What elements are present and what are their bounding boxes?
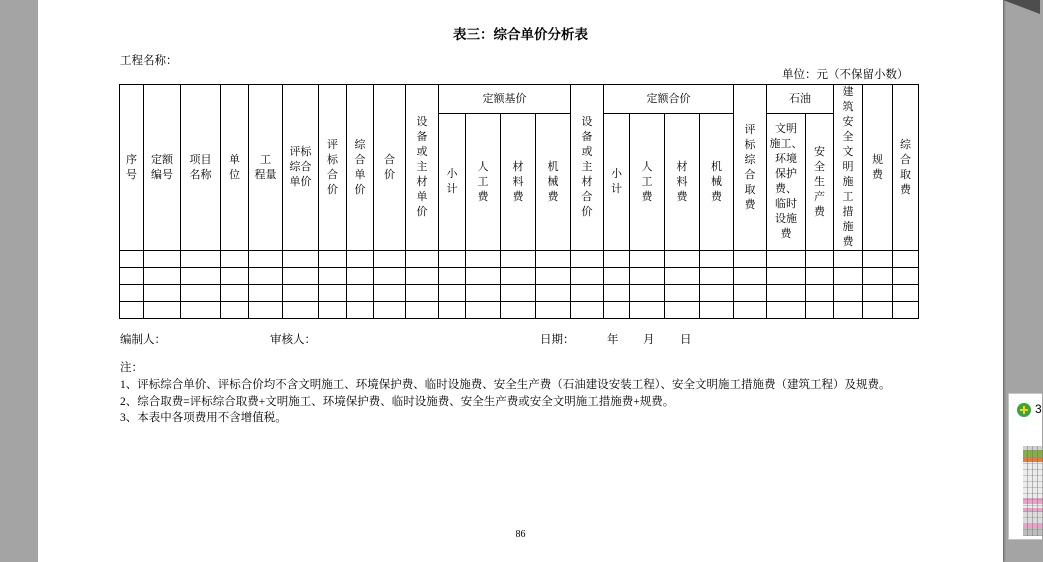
table-cell (347, 302, 374, 319)
table-cell (834, 268, 863, 285)
table-cell (374, 268, 406, 285)
table-cell (221, 268, 249, 285)
header-statutory-fee: 规 费 (863, 85, 893, 251)
table-cell (893, 251, 919, 268)
table-cell (571, 268, 604, 285)
table-cell (501, 302, 536, 319)
table-cell (439, 268, 466, 285)
date-month: 月 (643, 334, 655, 346)
table-cell (806, 302, 834, 319)
table-cell (144, 285, 181, 302)
table-cell (604, 268, 630, 285)
table-cell (120, 302, 144, 319)
table-cell (536, 302, 571, 319)
unit-price-analysis-table (119, 84, 919, 319)
table-cell (283, 268, 319, 285)
table-cell (439, 285, 466, 302)
table-cell (734, 302, 767, 319)
note-item: 3、本表中各项费用不含增值税。 (120, 412, 287, 424)
header-equipment-unit-price: 设 备 或 主 材 单 价 (406, 85, 439, 251)
table-cell (347, 268, 374, 285)
table-cell (604, 302, 630, 319)
table-cell (319, 285, 347, 302)
table-cell (283, 285, 319, 302)
header-total-price: 合 价 (374, 85, 406, 251)
table-cell (863, 268, 893, 285)
table-cell (466, 285, 501, 302)
table-cell (144, 268, 181, 285)
header-unit-price: 综 合 单 价 (347, 85, 374, 251)
table-cell (439, 302, 466, 319)
table-cell (374, 251, 406, 268)
table-row (120, 268, 919, 285)
project-name-label: 工程名称： (120, 55, 178, 67)
date-day: 日 (680, 334, 692, 346)
header-total-labor: 人 工 费 (630, 114, 665, 251)
date-year: 年 (607, 334, 619, 346)
table-cell (767, 251, 806, 268)
header-base-material: 材 料 费 (501, 114, 536, 251)
header-quota-total-price: 定额合价 (604, 85, 734, 114)
table-cell (630, 285, 665, 302)
header-total-subtotal: 小 计 (604, 114, 630, 251)
table-cell (319, 251, 347, 268)
table-cell (501, 251, 536, 268)
header-base-subtotal: 小 计 (439, 114, 466, 251)
table-cell (863, 302, 893, 319)
table-cell (665, 268, 700, 285)
header-base-machinery: 机 械 费 (536, 114, 571, 251)
header-total-machinery: 机 械 费 (700, 114, 734, 251)
preparer-label: 编制人： (120, 334, 166, 346)
table-cell (221, 285, 249, 302)
table-cell (120, 268, 144, 285)
table-cell (700, 285, 734, 302)
header-bid-total-price: 评 标 合 价 (319, 85, 347, 251)
green-plus-icon[interactable] (1017, 403, 1031, 417)
table-cell (893, 285, 919, 302)
header-serial-no: 序 号 (120, 85, 144, 251)
thumbnail-image[interactable] (1023, 446, 1043, 536)
table-row (120, 302, 919, 319)
unit-note: 单位：元（不保留小数） (782, 69, 909, 81)
table-body (120, 251, 919, 319)
header-equipment-total-price: 设 备 或 主 材 合 价 (571, 85, 604, 251)
table-cell (863, 285, 893, 302)
table-cell (406, 251, 439, 268)
table-cell (181, 285, 221, 302)
table-cell (406, 285, 439, 302)
table-cell (571, 285, 604, 302)
table-cell (374, 302, 406, 319)
table-cell (439, 251, 466, 268)
table-cell (806, 251, 834, 268)
header-quota-code: 定额 编号 (144, 85, 181, 251)
header-bid-unit-price: 评标 综合 单价 (283, 85, 319, 251)
table-cell (249, 302, 283, 319)
header-overhead: 综 合 取 费 (893, 85, 919, 251)
widget-label[interactable]: 3 (1035, 402, 1042, 416)
table-cell (249, 285, 283, 302)
table-cell (806, 268, 834, 285)
table-cell (863, 251, 893, 268)
table-cell (181, 251, 221, 268)
table-cell (630, 251, 665, 268)
table-cell (120, 251, 144, 268)
page-title: 表三：综合单价分析表 (453, 27, 588, 42)
header-construction-safety-fee: 建 筑 安 全 文 明 施 工 措 施 费 (834, 85, 863, 251)
header-unit: 单 位 (221, 85, 249, 251)
reviewer-label: 审核人： (270, 334, 316, 346)
floating-side-widget[interactable] (1008, 393, 1042, 540)
header-petroleum: 石油 (767, 85, 834, 114)
table-cell (834, 302, 863, 319)
table-header-row (120, 85, 919, 114)
table-cell (604, 251, 630, 268)
table-cell (834, 251, 863, 268)
table-cell (665, 251, 700, 268)
table-cell (347, 285, 374, 302)
table-cell (700, 268, 734, 285)
table-cell (893, 268, 919, 285)
notes-heading: 注： (120, 362, 143, 374)
table-cell (347, 251, 374, 268)
page-number: 86 (515, 529, 526, 540)
table-cell (501, 268, 536, 285)
header-quantity: 工 程量 (249, 85, 283, 251)
table-cell (181, 302, 221, 319)
header-bid-overhead: 评 标 综 合 取 费 (734, 85, 767, 251)
table-row (120, 251, 919, 268)
table-cell (120, 285, 144, 302)
table-cell (319, 268, 347, 285)
table-cell (571, 251, 604, 268)
table-cell (144, 251, 181, 268)
note-item: 2、综合取费=评标综合取费+文明施工、环境保护费、临时设施费、安全生产费或安全文明施工措施费+规费。 (120, 396, 675, 408)
table-cell (319, 302, 347, 319)
table-cell (630, 268, 665, 285)
table-cell (734, 251, 767, 268)
table-cell (144, 302, 181, 319)
header-base-labor: 人 工 费 (466, 114, 501, 251)
table-cell (734, 268, 767, 285)
table-cell (249, 268, 283, 285)
table-cell (221, 302, 249, 319)
table-cell (571, 302, 604, 319)
table-cell (665, 302, 700, 319)
table-cell (604, 285, 630, 302)
page-corner-shadow (1003, 0, 1040, 14)
header-petroleum-civilized-construction-fee: 文明 施工、 环境 保护 费、 临时 设施 费 (767, 114, 806, 251)
table-cell (283, 302, 319, 319)
table-cell (767, 268, 806, 285)
table-cell (406, 302, 439, 319)
table-cell (536, 285, 571, 302)
table-cell (536, 251, 571, 268)
table-cell (466, 268, 501, 285)
table-cell (181, 268, 221, 285)
table-cell (630, 302, 665, 319)
header-petroleum-safety-fee: 安 全 生 产 费 (806, 114, 834, 251)
table-cell (283, 251, 319, 268)
header-quota-base-price: 定额基价 (439, 85, 571, 114)
table-cell (767, 285, 806, 302)
date-label: 日期： (540, 334, 575, 346)
table-cell (665, 285, 700, 302)
table-cell (466, 302, 501, 319)
table-cell (374, 285, 406, 302)
table-cell (806, 285, 834, 302)
table-cell (406, 268, 439, 285)
table-cell (466, 251, 501, 268)
table-cell (249, 251, 283, 268)
note-item: 1、评标综合单价、评标合价均不含文明施工、环境保护费、临时设施费、安全生产费（石油建设安装工程）、安全文明施工措施费（建筑工程）及规费。 (120, 379, 891, 391)
document-page (38, 0, 1003, 562)
table-cell (536, 268, 571, 285)
header-total-material: 材 料 费 (665, 114, 700, 251)
table-cell (700, 251, 734, 268)
table-cell (700, 302, 734, 319)
header-item-name: 项目 名称 (181, 85, 221, 251)
table-row (120, 285, 919, 302)
table-cell (893, 302, 919, 319)
table-cell (767, 302, 806, 319)
table-cell (734, 285, 767, 302)
table-cell (221, 251, 249, 268)
table-cell (834, 285, 863, 302)
table-cell (501, 285, 536, 302)
